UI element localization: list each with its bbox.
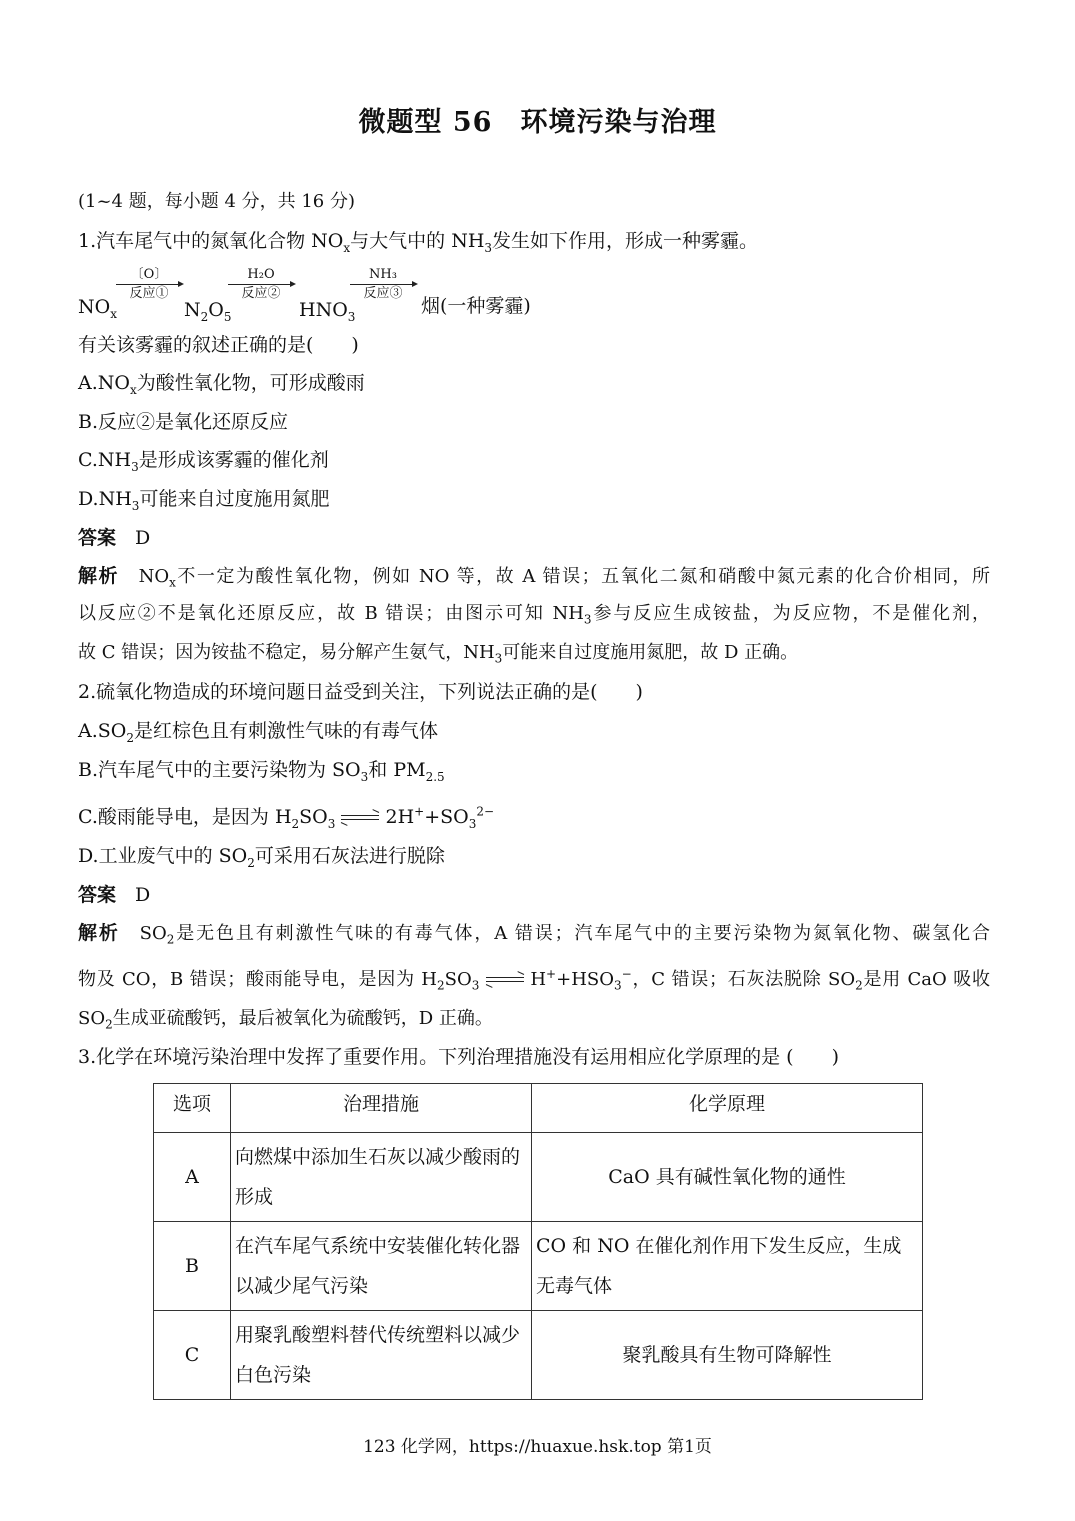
reversible-arrow-icon [486,975,524,985]
reaction-arrow-2: H₂O 反应② [228,268,294,301]
q1-analysis-line-3: 故 C 错误；因为铵盐不稳定，易分解产生氨气，$NH_3$可能来自过度施用氮肥，故 D 正确。 [78,642,799,666]
principle-cell: CaO 具有碱性氧化物的通性 [532,1133,923,1222]
q2-answer: 答案 D [78,884,151,906]
q1-option-d: $D.NH_3$可能来自过度施用氮肥 [78,488,330,513]
table-header-cell: 化学原理 [532,1084,923,1133]
q2-option-c: C.酸雨能导电，是因为 $H_2SO_3$ $2H^++SO_3^{2-}$ [78,804,495,831]
q1-analysis-line-1: 解析 $NO_x$不一定为酸性氧化物，例如 NO 等，故 A 错误；五氧化二氮和硝酸中氮元素的化合价相同，所 [78,565,991,590]
q2-analysis-line-1: 解析 $SO_2$是无色且有刺激性气味的有毒气体，A 错误；汽车尾气中的主要污染物为氮氧化物、碳氢化合 [78,922,991,947]
q2-stem: 2.硫氧化物造成的环境问题日益受到关注，下列说法正确的是( ) [78,681,643,703]
table-header-cell: 选项 [154,1084,231,1133]
option-cell: C [154,1311,231,1400]
q1-analysis-line-2: 以反应②不是氧化还原反应，故 B 错误；由图示可知 $NH_3$参与反应生成铵盐，为反应物，不是催化剂， [78,603,990,627]
q1-option-a: $A.NO_x$为酸性氧化物，可形成酸雨 [78,372,365,397]
reversible-arrow-icon [341,813,379,823]
measure-cell: 向燃煤中添加生石灰以减少酸雨的形成 [231,1133,532,1222]
principle-cell: 聚乳酸具有生物可降解性 [532,1311,923,1400]
table-row [154,1311,923,1400]
table-row [154,1133,923,1222]
measure-cell: 在汽车尾气系统中安装催化转化器以减少尾气污染 [231,1222,532,1311]
q1-option-b: B.反应②是氧化还原反应 [78,411,289,433]
q2-option-d: D.工业废气中的 $SO_2$可采用石灰法进行脱除 [78,845,445,870]
q3-stem: 3.化学在环境污染治理中发挥了重要作用。下列治理措施没有运用相应化学原理的是 ( ) [78,1046,839,1068]
page-title: 微题型 56 环境污染与治理 [358,107,717,138]
measure-cell: 用聚乳酸塑料替代传统塑料以减少白色污染 [231,1311,532,1400]
q1-question: 有关该雾霾的叙述正确的是( ) [78,334,359,356]
section-intro: (1~4 题，每小题 4 分，共 16 分) [78,191,355,212]
reaction-arrow-3: NH₃ 反应③ [350,268,416,301]
q2-option-b: B.汽车尾气中的主要污染物为 $SO_3$和 $PM_{2.5}$ [78,759,445,784]
principle-cell: CO 和 NO 在催化剂作用下发生反应，生成无毒气体 [532,1222,923,1311]
option-cell: A [154,1133,231,1222]
q3-options-table [153,1083,923,1400]
table-header-cell: 治理措施 [231,1084,532,1133]
table-row [154,1222,923,1311]
page-footer: 123 化学网，https://huaxue.hsk.top 第1页 [363,1437,712,1457]
q1-option-c: $C.NH_3$是形成该雾霾的催化剂 [78,449,329,474]
table-header-row [154,1084,923,1133]
q2-option-a: $A.SO_2$是红棕色且有刺激性气味的有毒气体 [78,720,439,745]
q1-answer: 答案 D [78,527,151,549]
q2-analysis-line-3: $SO_2$生成亚硫酸钙，最后被氧化为硫酸钙，D 正确。 [78,1008,493,1032]
q1-stem: 1.汽车尾气中的氮氧化合物 $NO_x$与大气中的 $NH_3$发生如下作用，形成一种雾霾。 [78,230,759,255]
q2-analysis-line-2: 物及 CO，B 错误；酸雨能导电，是因为 $H_2SO_3$ $H^++HSO_3^-$，C 错误；石灰法脱除 $SO_2$是用 CaO 吸收 [78,967,990,993]
option-cell: B [154,1222,231,1311]
reaction-arrow-1: 〔O〕 反应① [116,268,182,301]
